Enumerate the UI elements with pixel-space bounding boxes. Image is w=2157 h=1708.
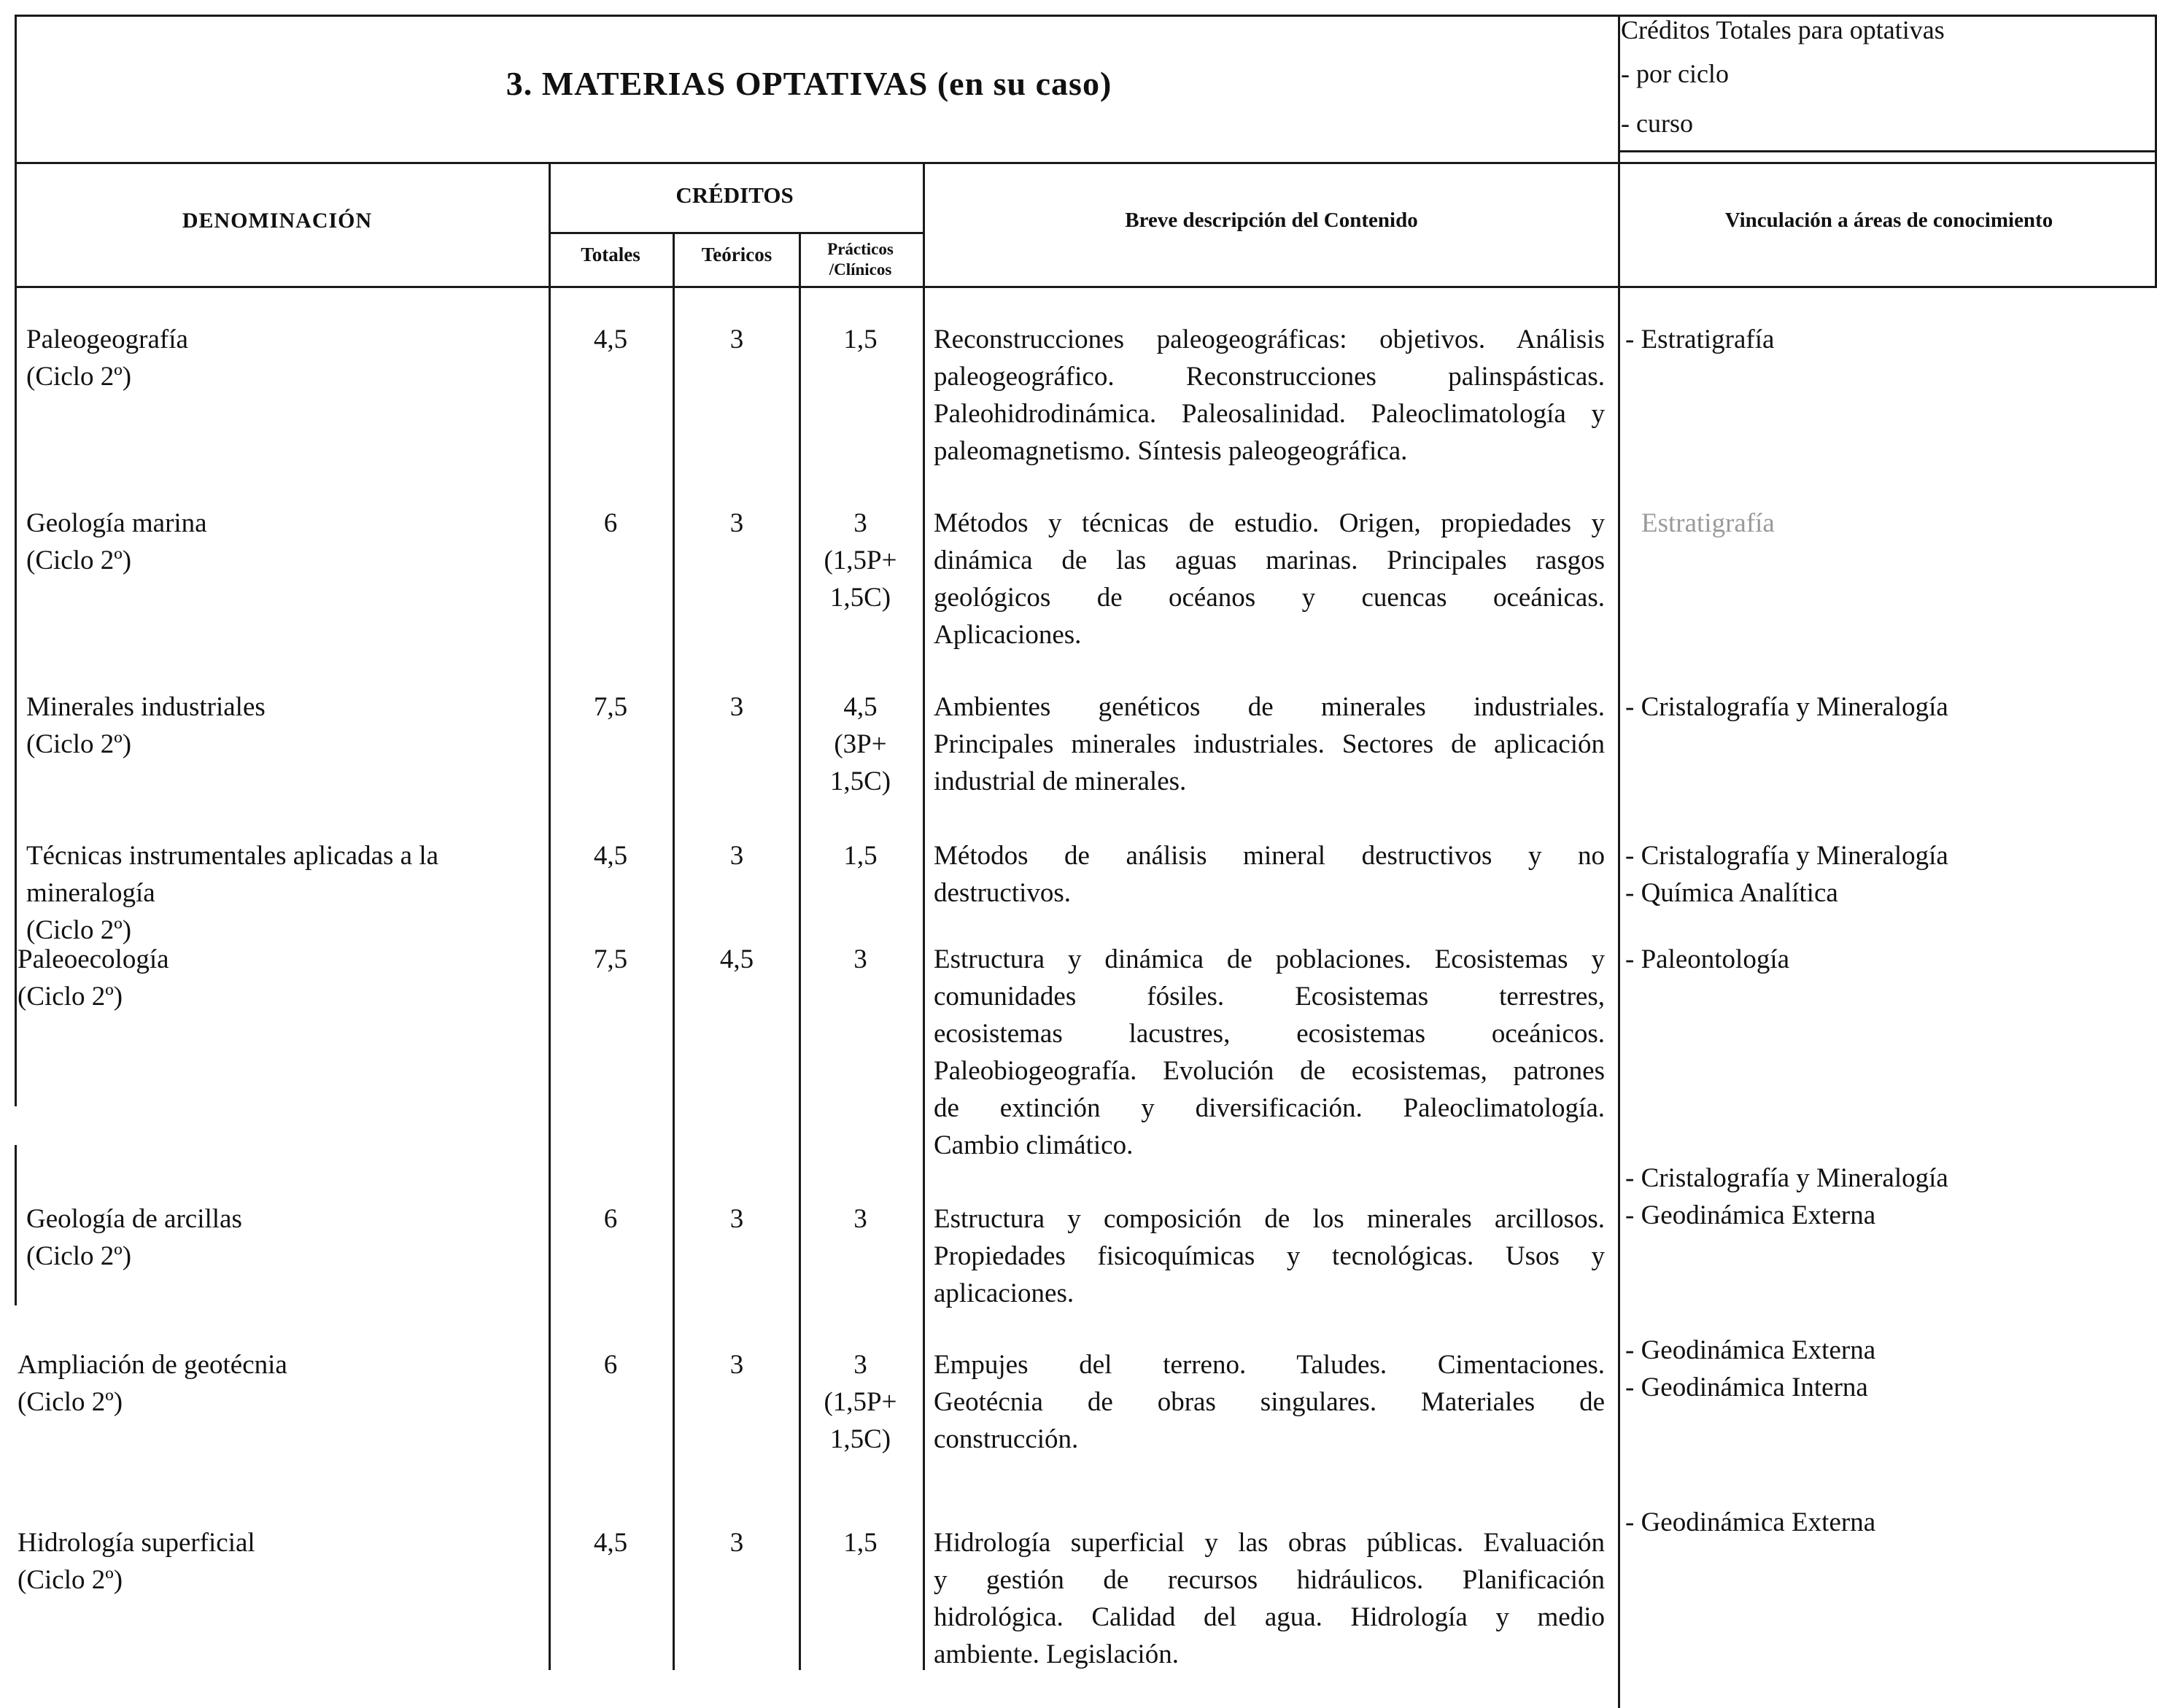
descripcion-contenido-line: Geotécnia de obras singulares. Materiales de xyxy=(934,1387,1605,1417)
vinculacion-areas xyxy=(1625,941,2150,978)
creditos-teoricos: 4,5 xyxy=(719,944,754,974)
vinculacion-areas-line: Estratigrafía xyxy=(1641,508,1775,538)
creditos-practicos xyxy=(800,837,921,874)
descripcion-contenido-line: Cambio climático. xyxy=(934,1130,1134,1160)
vinculacion-areas xyxy=(1625,321,2150,358)
descripcion-contenido-line: Métodos y técnicas de estudio. Origen, propiedades y xyxy=(934,508,1605,538)
vinculacion-areas-line: - Geodinámica Externa xyxy=(1625,1507,1876,1537)
materia-name-line: (Ciclo 2º) xyxy=(18,982,123,1012)
creditos-divider xyxy=(549,232,923,234)
materia-name xyxy=(26,321,537,395)
descripcion-contenido-line: destructivos. xyxy=(934,878,1072,908)
creditos-practicos xyxy=(800,1524,921,1561)
materia-name xyxy=(26,505,537,579)
column-header-vinculacion: Vinculación a áreas de conocimiento xyxy=(1724,209,2053,232)
creditos-practicos-line: 1,5 xyxy=(843,325,878,354)
creditos-por-ciclo: - por ciclo xyxy=(1621,59,1729,88)
descripcion-contenido-line: geológicos de océanos y cuencas oceánicas. xyxy=(934,583,1605,613)
creditos-teoricos: 3 xyxy=(729,841,744,871)
creditos-totales: 4,5 xyxy=(593,1528,628,1558)
descripcion-contenido-line: paleomagnetismo. Síntesis paleogeográfica. xyxy=(934,436,1408,466)
descripcion-contenido-line: y gestión de recursos hidráulicos. Planificación xyxy=(934,1565,1605,1595)
descripcion-contenido xyxy=(934,688,1605,800)
descripcion-contenido-line: Principales minerales industriales. Sectores de aplicación xyxy=(934,729,1605,759)
vinculacion-areas xyxy=(1641,505,2157,542)
creditos-practicos-line: 3 xyxy=(853,1350,867,1380)
creditos-totales: 7,5 xyxy=(593,692,628,722)
vinculacion-areas-line: - Química Analítica xyxy=(1625,878,1838,908)
creditos-teoricos: 3 xyxy=(729,1204,744,1234)
descripcion-contenido-line: ecosistemas lacustres, ecosistemas oceánicos. xyxy=(934,1019,1605,1049)
creditos-totales: 7,5 xyxy=(593,944,628,974)
descripcion-contenido-line: de extinción y diversificación. Paleoclimatología. xyxy=(934,1093,1605,1123)
descripcion-contenido-line: Propiedades fisicoquímicas y tecnológicas. Usos y xyxy=(934,1241,1605,1271)
materia-name xyxy=(26,688,537,763)
creditos-practicos-line: 3 xyxy=(853,944,867,974)
vinculacion-areas-line: - Cristalografía y Mineralogía xyxy=(1625,1163,1948,1193)
descripcion-contenido-line: Paleohidrodinámica. Paleosalinidad. Paleoclimatología y xyxy=(934,399,1605,429)
materia-name xyxy=(26,837,537,949)
creditos-practicos xyxy=(800,941,921,978)
column-header-creditos: CRÉDITOS xyxy=(675,182,794,208)
creditos-practicos-line: 1,5C) xyxy=(829,766,891,796)
materia-name xyxy=(18,1524,528,1599)
materia-name-line: Paleogeografía xyxy=(26,325,188,354)
descripcion-contenido-line: ambiente. Legislación. xyxy=(934,1639,1179,1669)
vinculacion-areas-line: - Paleontología xyxy=(1625,944,1790,974)
descripcion-contenido xyxy=(934,941,1605,1164)
descripcion-contenido-line: hidrológica. Calidad del agua. Hidrología y medio xyxy=(934,1602,1605,1632)
descripcion-contenido-line: dinámica de las aguas marinas. Principales rasgos xyxy=(934,546,1605,575)
descripcion-contenido-line: comunidades fósiles. Ecosistemas terrestres, xyxy=(934,982,1605,1012)
creditos-practicos-line: 1,5 xyxy=(843,841,878,871)
materia-name xyxy=(26,1200,537,1275)
vinculacion-areas-line: - Geodinámica Interna xyxy=(1625,1373,1868,1402)
descripcion-contenido-line: Métodos de análisis mineral destructivos y no xyxy=(934,841,1605,871)
column-header-totales: Totales xyxy=(581,244,640,265)
col-practicos-divider xyxy=(923,162,925,1670)
creditos-practicos xyxy=(800,1200,921,1238)
header-bottom-border xyxy=(15,162,2157,164)
creditos-practicos xyxy=(800,1346,921,1458)
col-denom-divider xyxy=(549,162,551,1670)
creditos-teoricos: 3 xyxy=(729,1350,744,1380)
descripcion-contenido xyxy=(934,837,1605,912)
descripcion-contenido xyxy=(934,505,1605,653)
vinc-divider xyxy=(1618,150,2157,152)
materia-name-line: (Ciclo 2º) xyxy=(26,1241,132,1271)
descripcion-contenido-line: paleogeográfico. Reconstrucciones palinspásticas. xyxy=(934,362,1605,392)
vinculacion-areas xyxy=(1625,688,2150,726)
descripcion-contenido xyxy=(934,1200,1605,1312)
materia-name-line: (Ciclo 2º) xyxy=(18,1387,123,1417)
creditos-practicos xyxy=(800,688,921,800)
materia-name-line: mineralogía xyxy=(26,878,155,908)
creditos-totales: 6 xyxy=(603,1350,618,1380)
descripcion-contenido xyxy=(934,321,1605,470)
materia-name-line: Geología marina xyxy=(26,508,207,538)
practicos-line-2: /Clínicos xyxy=(829,260,892,279)
creditos-teoricos: 3 xyxy=(729,1528,744,1558)
materia-name-line: Geología de arcillas xyxy=(26,1204,242,1234)
creditos-practicos-line: 4,5 xyxy=(843,692,878,722)
materia-name-line: (Ciclo 2º) xyxy=(26,915,132,945)
materia-name-line: Hidrología superficial xyxy=(18,1528,255,1558)
creditos-practicos-line: 1,5 xyxy=(843,1528,878,1558)
column-header-denominacion: DENOMINACIÓN xyxy=(182,209,373,233)
descripcion-contenido-line: aplicaciones. xyxy=(934,1278,1074,1308)
descripcion-contenido-line: Empujes del terreno. Taludes. Cimentaciones. xyxy=(934,1350,1605,1380)
creditos-teoricos: 3 xyxy=(729,508,744,538)
creditos-totales-label: Créditos Totales para optativas xyxy=(1621,15,1945,44)
creditos-totales: 6 xyxy=(603,508,618,538)
creditos-curso: - curso xyxy=(1621,109,1693,138)
materia-name-line: (Ciclo 2º) xyxy=(26,729,132,759)
creditos-totales: 6 xyxy=(603,1204,618,1234)
vinculacion-areas-line: - Cristalografía y Mineralogía xyxy=(1625,841,1948,871)
vinculacion-areas xyxy=(1625,1504,2150,1541)
descripcion-contenido-line: Reconstrucciones paleogeográficas: objetivos. Análisis xyxy=(934,325,1605,354)
left-border xyxy=(15,15,17,286)
column-header-practicos xyxy=(800,239,921,280)
materia-name-line: Minerales industriales xyxy=(26,692,266,722)
descripcion-contenido-line: construcción. xyxy=(934,1424,1079,1454)
descripcion-contenido-line: Estructura y composición de los minerales arcillosos. xyxy=(934,1204,1605,1234)
materia-name-line: Técnicas instrumentales aplicadas a la xyxy=(26,841,439,871)
descripcion-contenido-line: Hidrología superficial y las obras públicas. Evaluación xyxy=(934,1528,1605,1558)
descripcion-contenido-line: Ambientes genéticos de minerales industriales. xyxy=(934,692,1605,722)
descripcion-contenido-line: Paleobiogeografía. Evolución de ecosistemas, patrones xyxy=(934,1056,1605,1086)
creditos-totales: 4,5 xyxy=(593,325,628,354)
creditos-practicos-line: (3P+ xyxy=(834,729,887,759)
vinculacion-areas-line: - Cristalografía y Mineralogía xyxy=(1625,692,1948,722)
column-header-breve-descripcion: Breve descripción del Contenido xyxy=(1125,209,1418,232)
creditos-teoricos: 3 xyxy=(729,692,744,722)
descripcion-contenido-line: Aplicaciones. xyxy=(934,620,1082,650)
practicos-line-1: Prácticos xyxy=(827,240,894,258)
materia-name-line: Ampliación de geotécnia xyxy=(18,1350,287,1380)
creditos-practicos-line: 1,5C) xyxy=(829,583,891,613)
descripcion-contenido xyxy=(934,1524,1605,1673)
creditos-practicos-line: 3 xyxy=(853,508,867,538)
descripcion-contenido-line: Estructura y dinámica de poblaciones. Ecosistemas y xyxy=(934,944,1605,974)
creditos-practicos-line: 3 xyxy=(853,1204,867,1234)
left-border-lower xyxy=(15,1145,17,1305)
vinculacion-areas xyxy=(1625,837,2150,912)
materia-name xyxy=(18,1346,528,1421)
materia-name xyxy=(18,941,528,1015)
materia-name-line: (Ciclo 2º) xyxy=(26,362,132,392)
vinculacion-areas-line: - Geodinámica Externa xyxy=(1625,1335,1876,1365)
materia-name-line: Paleoecología xyxy=(18,944,169,974)
vinculacion-areas-line: - Geodinámica Externa xyxy=(1625,1200,1876,1230)
left-border-body xyxy=(15,286,17,1106)
creditos-teoricos: 3 xyxy=(729,325,744,354)
page-title: 3. MATERIAS OPTATIVAS (en su caso) xyxy=(506,65,1112,102)
descripcion-contenido xyxy=(934,1346,1605,1458)
vinculacion-areas xyxy=(1625,1332,2150,1406)
column-header-bottom-border xyxy=(15,286,2157,288)
creditos-totales: 4,5 xyxy=(593,841,628,871)
creditos-practicos xyxy=(800,505,921,616)
creditos-practicos-line: 1,5C) xyxy=(829,1424,891,1454)
creditos-practicos-line: (1,5P+ xyxy=(824,1387,897,1417)
materia-name-line: (Ciclo 2º) xyxy=(18,1565,123,1595)
creditos-practicos-line: (1,5P+ xyxy=(824,546,897,575)
descripcion-contenido-line: industrial de minerales. xyxy=(934,766,1187,796)
vinculacion-areas-line: - Estratigrafía xyxy=(1625,325,1775,354)
vinculacion-areas xyxy=(1625,1160,2150,1234)
credtot-divider xyxy=(1618,15,1620,1708)
materia-name-line: (Ciclo 2º) xyxy=(26,546,132,575)
creditos-practicos xyxy=(800,321,921,358)
column-header-teoricos: Teóricos xyxy=(701,244,772,265)
